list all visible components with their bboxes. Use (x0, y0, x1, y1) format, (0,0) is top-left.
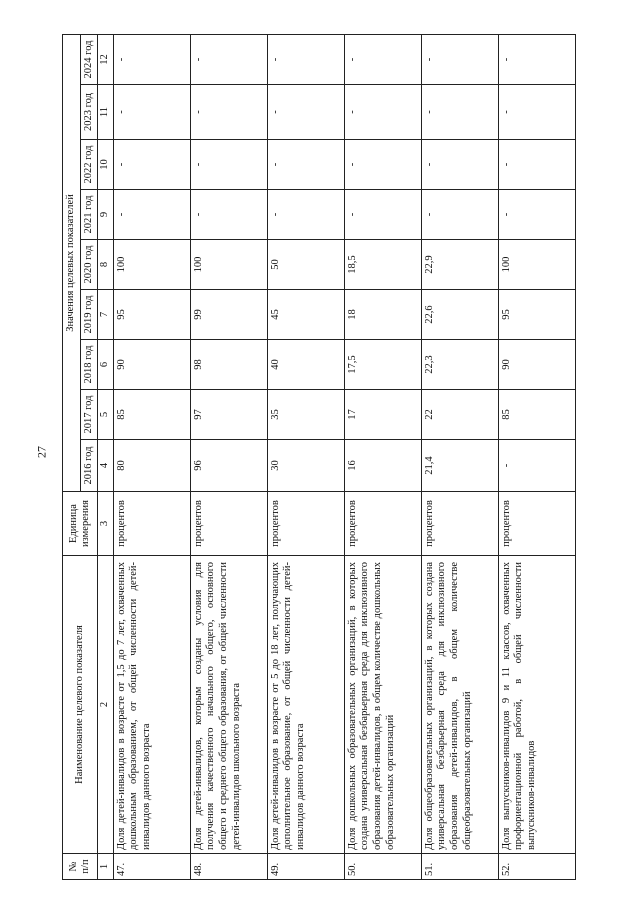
rotated-page (62, 35, 622, 880)
table-row (498, 34, 575, 879)
value-cell: - (190, 140, 267, 190)
value-cell: 22,9 (421, 240, 498, 290)
value-cell: 40 (267, 340, 344, 390)
value-cell: 90 (113, 340, 190, 390)
value-cell: 100 (498, 240, 575, 290)
value-cell: - (498, 34, 575, 84)
value-cell: - (498, 140, 575, 190)
value-cell: 22,6 (421, 290, 498, 340)
value-cell: 95 (498, 290, 575, 340)
value-cell: 30 (267, 440, 344, 492)
value-cell: - (344, 190, 421, 240)
unit-cell: процентов (498, 492, 575, 556)
value-cell: 18,5 (344, 240, 421, 290)
unit-cell: процентов (421, 492, 498, 556)
indicator-name: Доля дошкольных образовательных организаций, в которых создана универсальная безбарьерная среда для инклюзивного образования детей-инвалидов, в общем количестве дошкольных образовательных организаций (344, 556, 421, 854)
header-year: 2021 год (80, 190, 98, 240)
table-row (344, 34, 421, 879)
value-cell: 50 (267, 240, 344, 290)
header-name: Наименование целевого показателя (63, 556, 98, 854)
row-number: 47. (113, 854, 190, 880)
page-number: 27 (34, 446, 49, 458)
header-year: 2017 год (80, 390, 98, 440)
unit-cell: процентов (113, 492, 190, 556)
column-number: 4 (98, 440, 114, 492)
value-cell: 85 (498, 390, 575, 440)
indicator-name: Доля детей-инвалидов в возрасте от 5 до 18 лет, получающих дополнительное образование, от общей численности детей-инвалидов данного возраста (267, 556, 344, 854)
value-cell: - (344, 85, 421, 140)
value-cell: - (113, 85, 190, 140)
header-year: 2020 год (80, 240, 98, 290)
value-cell: 85 (113, 390, 190, 440)
value-cell: 17 (344, 390, 421, 440)
value-cell: 22 (421, 390, 498, 440)
column-number: 11 (98, 85, 114, 140)
header-year: 2022 год (80, 140, 98, 190)
value-cell: 21,4 (421, 440, 498, 492)
indicator-name: Доля выпускников-инвалидов 9 и 11 классов, охваченных профориентационной работой, в общей численности выпускников-инвалидов (498, 556, 575, 854)
column-number: 10 (98, 140, 114, 190)
value-cell: 100 (190, 240, 267, 290)
unit-cell: процентов (344, 492, 421, 556)
value-cell: - (190, 34, 267, 84)
header-unit: Единица измерения (63, 492, 98, 556)
header-year: 2018 год (80, 340, 98, 390)
value-cell: - (421, 190, 498, 240)
value-cell: 99 (190, 290, 267, 340)
indicator-name: Доля детей-инвалидов, которым созданы условия для получения качественного начального общего, основного общего и среднего общего образования, от общей численности детей-инвалидов школьного возраста (190, 556, 267, 854)
value-cell: - (113, 140, 190, 190)
column-number: 5 (98, 390, 114, 440)
value-cell: 90 (498, 340, 575, 390)
value-cell: - (267, 85, 344, 140)
header-row-1 (63, 34, 81, 879)
value-cell: 97 (190, 390, 267, 440)
value-cell: - (113, 34, 190, 84)
column-number: 7 (98, 290, 114, 340)
column-number: 8 (98, 240, 114, 290)
targets-table (62, 34, 576, 880)
table-row (190, 34, 267, 879)
value-cell: - (190, 190, 267, 240)
unit-cell: процентов (267, 492, 344, 556)
value-cell: 17,5 (344, 340, 421, 390)
unit-cell: процентов (190, 492, 267, 556)
header-values-group: Значения целевых показателей (63, 34, 81, 491)
value-cell: - (190, 85, 267, 140)
value-cell: - (498, 190, 575, 240)
row-number: 49. (267, 854, 344, 880)
value-cell: - (344, 34, 421, 84)
value-cell: 80 (113, 440, 190, 492)
header-year: 2024 год (80, 34, 98, 84)
column-number: 6 (98, 340, 114, 390)
header-year: 2019 год (80, 290, 98, 340)
value-cell: - (421, 85, 498, 140)
column-number: 1 (98, 854, 114, 880)
header-year: 2016 год (80, 440, 98, 492)
table-row (421, 34, 498, 879)
value-cell: 95 (113, 290, 190, 340)
column-number: 9 (98, 190, 114, 240)
value-cell: - (267, 140, 344, 190)
column-number: 3 (98, 492, 114, 556)
value-cell: - (498, 440, 575, 492)
value-cell: 98 (190, 340, 267, 390)
header-year: 2023 год (80, 85, 98, 140)
value-cell: 22,3 (421, 340, 498, 390)
table-row (113, 34, 190, 879)
indicator-name: Доля детей-инвалидов в возрасте от 1,5 до 7 лет, охваченных дошкольным образованием, от общей численности детей-инвалидов данного возраста (113, 556, 190, 854)
value-cell: - (421, 140, 498, 190)
value-cell: 16 (344, 440, 421, 492)
table-row (267, 34, 344, 879)
header-num: № п/п (63, 854, 98, 880)
value-cell: 35 (267, 390, 344, 440)
row-number: 52. (498, 854, 575, 880)
value-cell: 45 (267, 290, 344, 340)
column-number-row (98, 34, 114, 879)
column-number: 2 (98, 556, 114, 854)
column-number: 12 (98, 34, 114, 84)
row-number: 50. (344, 854, 421, 880)
row-number: 48. (190, 854, 267, 880)
value-cell: 100 (113, 240, 190, 290)
value-cell: - (113, 190, 190, 240)
value-cell: - (267, 190, 344, 240)
value-cell: - (498, 85, 575, 140)
row-number: 51. (421, 854, 498, 880)
value-cell: - (344, 140, 421, 190)
value-cell: 18 (344, 290, 421, 340)
value-cell: - (267, 34, 344, 84)
value-cell: 96 (190, 440, 267, 492)
value-cell: - (421, 34, 498, 84)
indicator-name: Доля общеобразовательных организаций, в которых создана универсальная безбарьерная среда для инклюзивного образования детей-инвалидов, в общем количестве общеобразовательных организаций (421, 556, 498, 854)
